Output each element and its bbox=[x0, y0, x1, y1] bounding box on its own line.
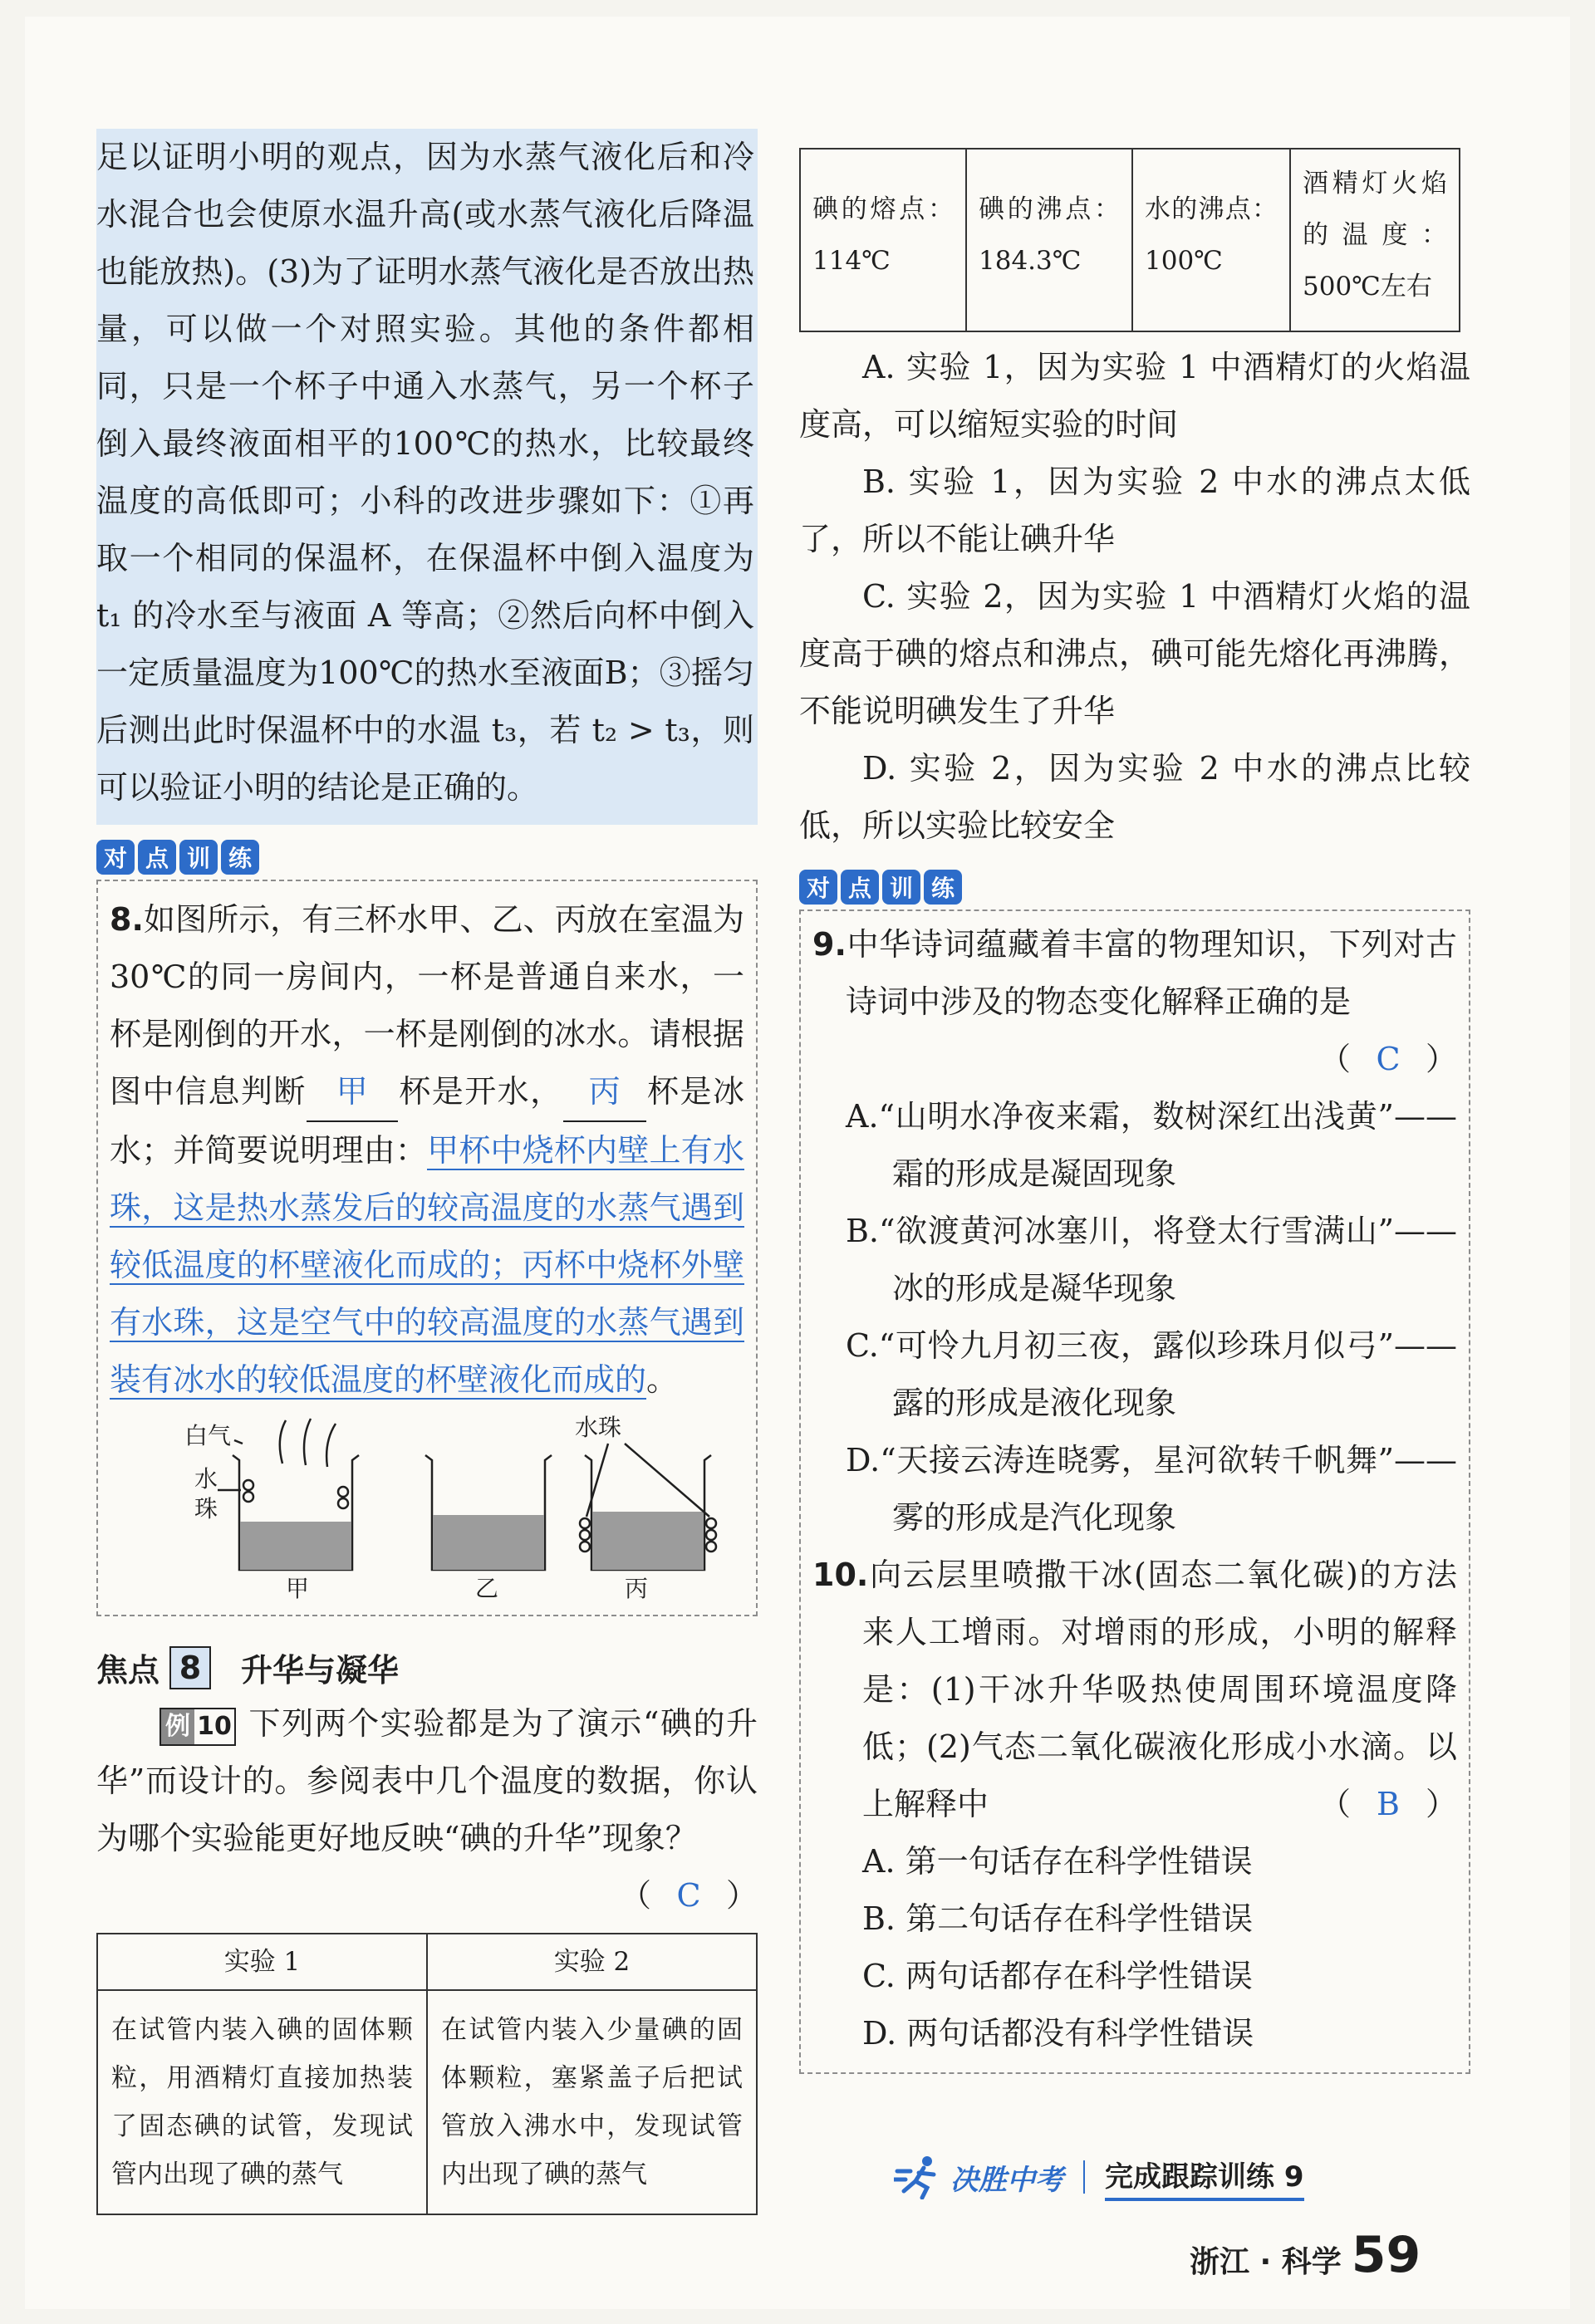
temperature-cell: 酒精灯火焰的温度：500℃左右 bbox=[1290, 149, 1460, 331]
question-8-box bbox=[96, 880, 758, 1616]
label-drop-2: 珠 bbox=[194, 1495, 218, 1522]
example-tag bbox=[160, 1708, 236, 1746]
question-8-text: 杯是冰水；并简要说明理由： bbox=[110, 1073, 744, 1169]
example-tag-number: 10 bbox=[197, 1712, 232, 1741]
left-column bbox=[96, 129, 758, 2215]
experiment-header: 实验 1 bbox=[97, 1934, 427, 1990]
runner-icon bbox=[894, 2155, 944, 2199]
question-9-answer-row: （ C ） bbox=[812, 1031, 1457, 1088]
temperature-cell: 碘的熔点：114℃ bbox=[800, 149, 966, 331]
practice-tag-char: 练 bbox=[221, 840, 259, 875]
beakers-figure bbox=[110, 1414, 741, 1605]
label-drops-top: 水珠 bbox=[575, 1414, 622, 1441]
question-8-text: 如图所示，有三杯水甲、乙、丙放在室温为30℃的同一房间内，一杯是普通自来水，一杯是刚倒的开水，一杯是刚倒的冰水。请根据图中信息判断 bbox=[110, 901, 744, 1110]
focus-heading bbox=[96, 1645, 758, 1690]
experiment-table bbox=[96, 1933, 758, 2215]
question-number: 8. bbox=[110, 901, 144, 938]
example-tag-label: 例 bbox=[161, 1709, 194, 1744]
example-10-answer: C bbox=[676, 1877, 701, 1914]
question-10-answer: B bbox=[1377, 1786, 1400, 1822]
example-10-answer-row: （ C ） bbox=[96, 1867, 758, 1924]
water-b bbox=[433, 1515, 544, 1570]
cup-label-c: 丙 bbox=[625, 1575, 649, 1602]
focus-number: 8 bbox=[169, 1646, 211, 1689]
cup-label-a: 甲 bbox=[286, 1575, 310, 1602]
focus-label: 焦点 bbox=[96, 1652, 160, 1689]
question-8-text: 。 bbox=[646, 1361, 679, 1398]
example-10 bbox=[96, 1695, 758, 1867]
temperature-cell: 碘的沸点：184.3℃ bbox=[966, 149, 1132, 331]
focus-title: 升华与凝华 bbox=[241, 1652, 400, 1689]
choice-example-d: D. 实验 2，因为实验 2 中水的沸点比较低，所以实验比较安全 bbox=[799, 750, 1470, 844]
steam-lines bbox=[280, 1419, 336, 1467]
page-number: 59 bbox=[1351, 2226, 1421, 2284]
choice-9-d: D.“天接云涛连晓雾，星河欲转千帆舞”——雾的形成是汽化现象 bbox=[846, 1442, 1457, 1536]
example-10-text: 下列两个实验都是为了演示“碘的升华”而设计的。参阅表中几个温度的数据，你认为哪个实验能更好地反映“碘的升华”现象？ bbox=[96, 1705, 758, 1856]
question-8-text: 杯是开水， bbox=[397, 1073, 563, 1110]
choice-10-c: C. 两句话都存在科学性错误 bbox=[862, 1958, 1253, 1994]
questions-9-10-box bbox=[799, 909, 1470, 2074]
practice-tag-char: 训 bbox=[882, 870, 920, 905]
practice-tag bbox=[96, 840, 758, 875]
practice-tag-char: 对 bbox=[799, 870, 837, 905]
follow-up-task: 完成跟踪训练 9 bbox=[1105, 2154, 1304, 2201]
question-9-answer: C bbox=[1376, 1041, 1401, 1077]
practice-tag-char: 练 bbox=[924, 870, 962, 905]
water-a bbox=[240, 1522, 351, 1570]
question-8 bbox=[110, 891, 744, 1409]
question-9 bbox=[812, 916, 1457, 1031]
brand-name: 决胜中考 bbox=[950, 2163, 1063, 2197]
question-10-answer-row: （ B ） bbox=[812, 1776, 1457, 1833]
choice-9-a: A.“山明水净夜来霜，数树深红出浅黄”——霜的形成是凝固现象 bbox=[846, 1098, 1457, 1192]
practice-tag-char: 训 bbox=[179, 840, 218, 875]
experiment-cell: 在试管内装入碘的固体颗粒，用酒精灯直接加热装了固态碘的试管，发现试管内出现了碘的蒸气 bbox=[97, 1990, 427, 2214]
experiment-header: 实验 2 bbox=[427, 1934, 757, 1990]
experiment-cell: 在试管内装入少量碘的固体颗粒，塞紧盖子后把试管放入沸水中，发现试管内出现了碘的蒸气 bbox=[427, 1990, 757, 2214]
practice-tag-char: 对 bbox=[96, 840, 135, 875]
choice-example-a: A. 实验 1，因为实验 1 中酒精灯的火焰温度高，可以缩短实验的时间 bbox=[799, 349, 1470, 443]
solution-text: 足以证明小明的观点，因为水蒸气液化后和冷水混合也会使原水温升高(或水蒸气液化后降温也能放热)。(3)为了证明水蒸气液化是否放出热量，可以做一个对照实验。其他的条件都相同，只是一个杯子中通入水蒸气，另一个杯子倒入最终液面相平的100℃的热水，比较最终温度的高低即可；小科的改进步骤如下：①再取一个相同的保温杯，在保温杯中倒入温度为 t₁ 的冷水至与液面 A 等高；②然后向杯中倒入一定质量温度为100℃的热水至液面B；③摇匀后测出此时保温杯中的水温 t₃，若 t₂ > t₃，则可以验证小明的结论是正确的。 bbox=[96, 129, 758, 825]
choice-10-b: B. 第二句话存在科学性错误 bbox=[862, 1900, 1254, 1937]
choice-9-c: C.“可怜九月初三夜，露似珍珠月似弓”——露的形成是液化现象 bbox=[846, 1327, 1457, 1421]
subject-label: 浙江 · 科学 bbox=[1190, 2245, 1342, 2279]
question-number: 10. bbox=[812, 1557, 869, 1593]
answer-reason: 甲杯中烧杯内壁上有水珠，这是热水蒸发后的较高温度的水蒸气遇到较低温度的杯壁液化而成的；丙杯中烧杯外壁有水珠，这是空气中的较高温度的水蒸气遇到装有冰水的较低温度的杯壁液化而成的 bbox=[110, 1132, 744, 1398]
practice-tag bbox=[799, 870, 1470, 905]
question-9-text: 中华诗词蕴藏着丰富的物理知识，下列对古诗词中涉及的物态变化解释正确的是 bbox=[846, 926, 1457, 1020]
choice-10-a: A. 第一句话存在科学性错误 bbox=[862, 1843, 1253, 1880]
question-number: 9. bbox=[812, 926, 847, 963]
answer-blank-icewater: 丙 bbox=[563, 1063, 646, 1122]
footer-page bbox=[1190, 2226, 1421, 2284]
temperature-cell: 水的沸点：100℃ bbox=[1132, 149, 1290, 331]
cup-label-b: 乙 bbox=[475, 1575, 499, 1602]
water-c bbox=[592, 1512, 704, 1570]
footer-separator bbox=[1083, 2160, 1085, 2194]
practice-tag-char: 点 bbox=[841, 870, 879, 905]
label-drop-1: 水 bbox=[194, 1465, 218, 1493]
temperature-table bbox=[799, 148, 1460, 332]
answer-blank-boiling: 甲 bbox=[307, 1063, 398, 1122]
question-10-text: 向云层里喷撒干冰(固态二氧化碳)的方法来人工增雨。对增雨的形成，小明的解释是：(1)干冰升华吸热使周围环境温度降低；(2)气态二氧化碳液化形成小水滴。以上解释中 bbox=[862, 1557, 1457, 1822]
right-column bbox=[799, 148, 1470, 2074]
choice-10-d: D. 两句话都没有科学性错误 bbox=[862, 2015, 1254, 2052]
footer-brand bbox=[894, 2148, 1389, 2206]
label-steam: 白气 bbox=[184, 1422, 232, 1449]
practice-tag-char: 点 bbox=[138, 840, 176, 875]
choice-example-c: C. 实验 2，因为实验 1 中酒精灯火焰的温度高于碘的熔点和沸点，碘可能先熔化再沸腾，不能说明碘发生了升华 bbox=[799, 578, 1470, 729]
choice-example-b: B. 实验 1，因为实验 2 中水的沸点太低了，所以不能让碘升华 bbox=[799, 463, 1470, 557]
choice-9-b: B.“欲渡黄河冰塞川，将登太行雪满山”——冰的形成是凝华现象 bbox=[846, 1213, 1457, 1307]
